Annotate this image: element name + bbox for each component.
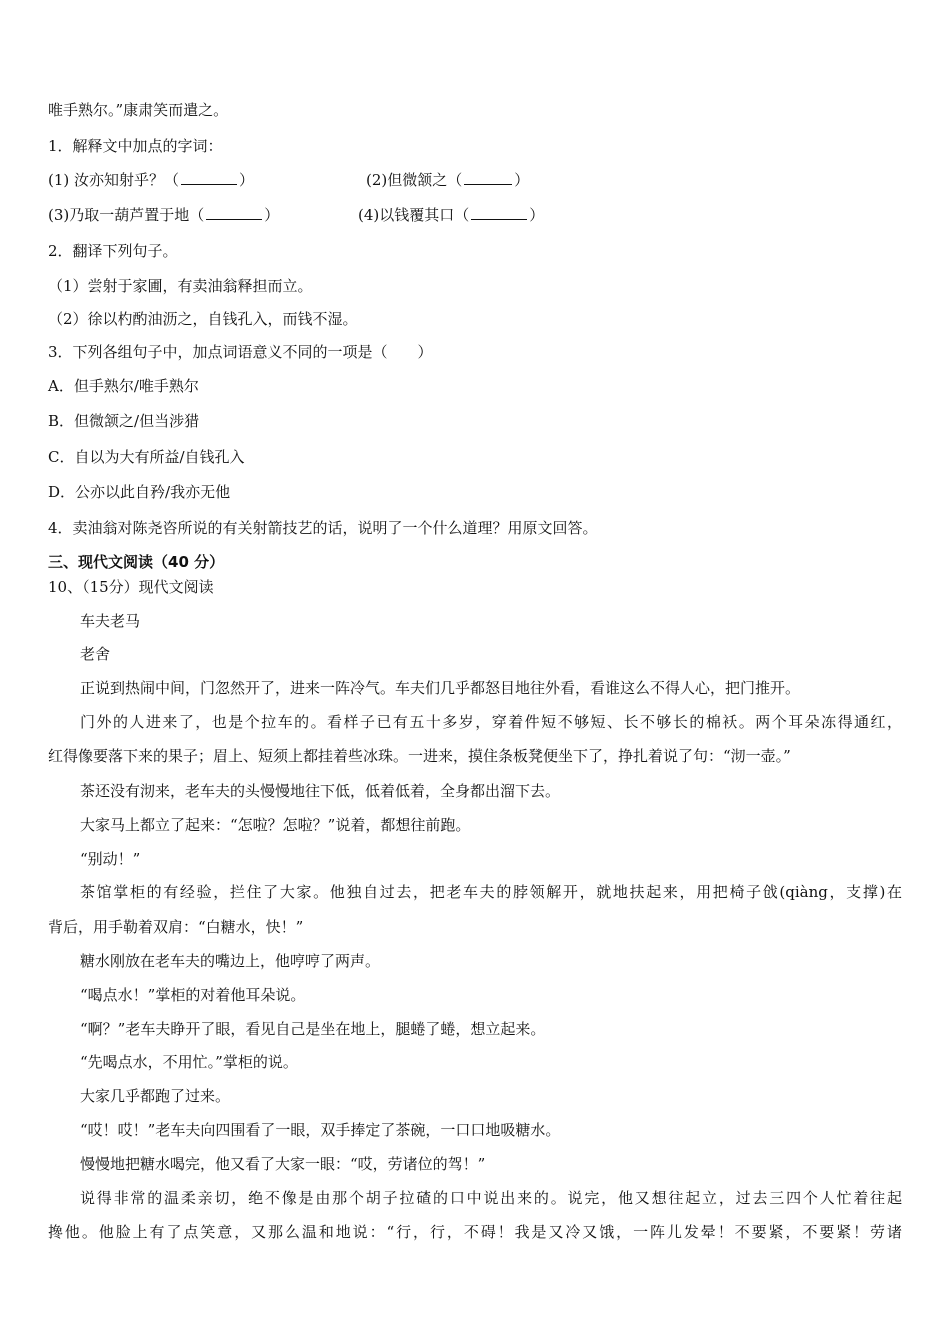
text-line: 唯手熟尔。”康肃笑而遣之。: [48, 101, 229, 119]
question-10-title: 10、（15分）现代文阅读: [48, 578, 214, 596]
story-paragraph: “哎！哎！”老车夫向四围看了一眼，双手捧定了茶碗，一口口地吸糖水。: [80, 1121, 561, 1139]
story-paragraph: 大家几乎都跑了过来。: [80, 1087, 231, 1105]
question-4: 4．卖油翁对陈尧咨所说的有关射箭技艺的话，说明了一个什么道理？用原文回答。: [48, 519, 598, 537]
answer-blank[interactable]: [464, 170, 512, 185]
story-title: 车夫老马: [80, 612, 141, 630]
story-paragraph: “啊？”老车夫睁开了眼，看见自己是坐在地上，腿蜷了蜷，想立起来。: [80, 1020, 546, 1038]
story-paragraph-continued: 红得像要落下来的果子；眉上、短须上都挂着些冰珠。一进来，摸住条板凳便坐下了，挣扎着说了句：“沏一壶。”: [48, 747, 791, 765]
story-paragraph: 说得非常的温柔亲切，绝不像是由那个胡子拉碴的口中说出来的。说完，他又想往起立，过去三四个人忙着往起: [80, 1189, 902, 1207]
question-1-item-2: (2)但微颔之（ ）: [366, 171, 530, 189]
question-3-option-d[interactable]: D．公亦以此自矜/我亦无他: [48, 483, 231, 501]
answer-blank[interactable]: [206, 205, 262, 220]
question-1-item-3: (3)乃取一葫芦置于地（ ）: [48, 206, 280, 224]
question-2-sentence-2: （2）徐以杓酌油沥之，自钱孔入，而钱不湿。: [48, 310, 358, 328]
story-paragraph: 糖水刚放在老车夫的嘴边上，他哼哼了两声。: [80, 952, 381, 970]
story-paragraph: 茶馆掌柜的有经验，拦住了大家。他独自过去，把老车夫的脖领解开，就地扶起来，用把椅子戗(qiàng，支撑)在: [80, 883, 902, 901]
question-3-title: 3．下列各组句子中，加点词语意义不同的一项是（ ）: [48, 343, 433, 361]
story-paragraph: 门外的人进来了，也是个拉车的。看样子已有五十多岁，穿着件短不够短、长不够长的棉袄。两个耳朵冻得通红，: [80, 713, 902, 731]
answer-blank[interactable]: [471, 205, 527, 220]
question-3-option-c[interactable]: C．自以为大有所益/自钱孔入: [48, 448, 245, 466]
question-2-title: 2．翻译下列句子。: [48, 242, 178, 260]
question-3-option-b[interactable]: B．但微颔之/但当涉猎: [48, 412, 200, 430]
story-paragraph: 慢慢地把糖水喝完，他又看了大家一眼：“哎，劳诸位的驾！”: [80, 1155, 486, 1173]
story-paragraph: “先喝点水，不用忙。”掌柜的说。: [80, 1053, 298, 1071]
story-paragraph: 茶还没有沏来，老车夫的头慢慢地往下低，低着低着，全身都出溜下去。: [80, 782, 561, 800]
question-1-item-1: (1) 汝亦知射乎？（ ）: [48, 171, 255, 189]
question-3-option-a[interactable]: A．但手熟尔/唯手熟尔: [48, 377, 199, 395]
question-2-sentence-1: （1）尝射于家圃，有卖油翁释担而立。: [48, 277, 313, 295]
section-heading: 三、现代文阅读（40 分）: [48, 553, 225, 571]
answer-blank[interactable]: [181, 170, 237, 185]
story-paragraph: “别动！”: [80, 850, 141, 868]
question-1-item-4: (4)以钱覆其口（ ）: [358, 206, 545, 224]
story-paragraph: “喝点水！”掌柜的对着他耳朵说。: [80, 986, 306, 1004]
story-paragraph-continued: 背后，用手勒着双肩：“白糖水，快！”: [48, 918, 304, 936]
story-paragraph: 大家马上都立了起来：“怎啦？怎啦？”说着，都想往前跑。: [80, 816, 471, 834]
question-1-title: 1．解释文中加点的字词：: [48, 137, 223, 155]
story-paragraph-continued: 搀他。他脸上有了点笑意，又那么温和地说：“行，行，不碍！我是又冷又饿，一阵儿发晕！不要紧，不要紧！劳诸: [48, 1223, 902, 1241]
story-author: 老舍: [80, 645, 111, 663]
story-paragraph: 正说到热闹中间，门忽然开了，进来一阵冷气。车夫们几乎都怒目地往外看，看谁这么不得人心，把门推开。: [80, 679, 801, 697]
